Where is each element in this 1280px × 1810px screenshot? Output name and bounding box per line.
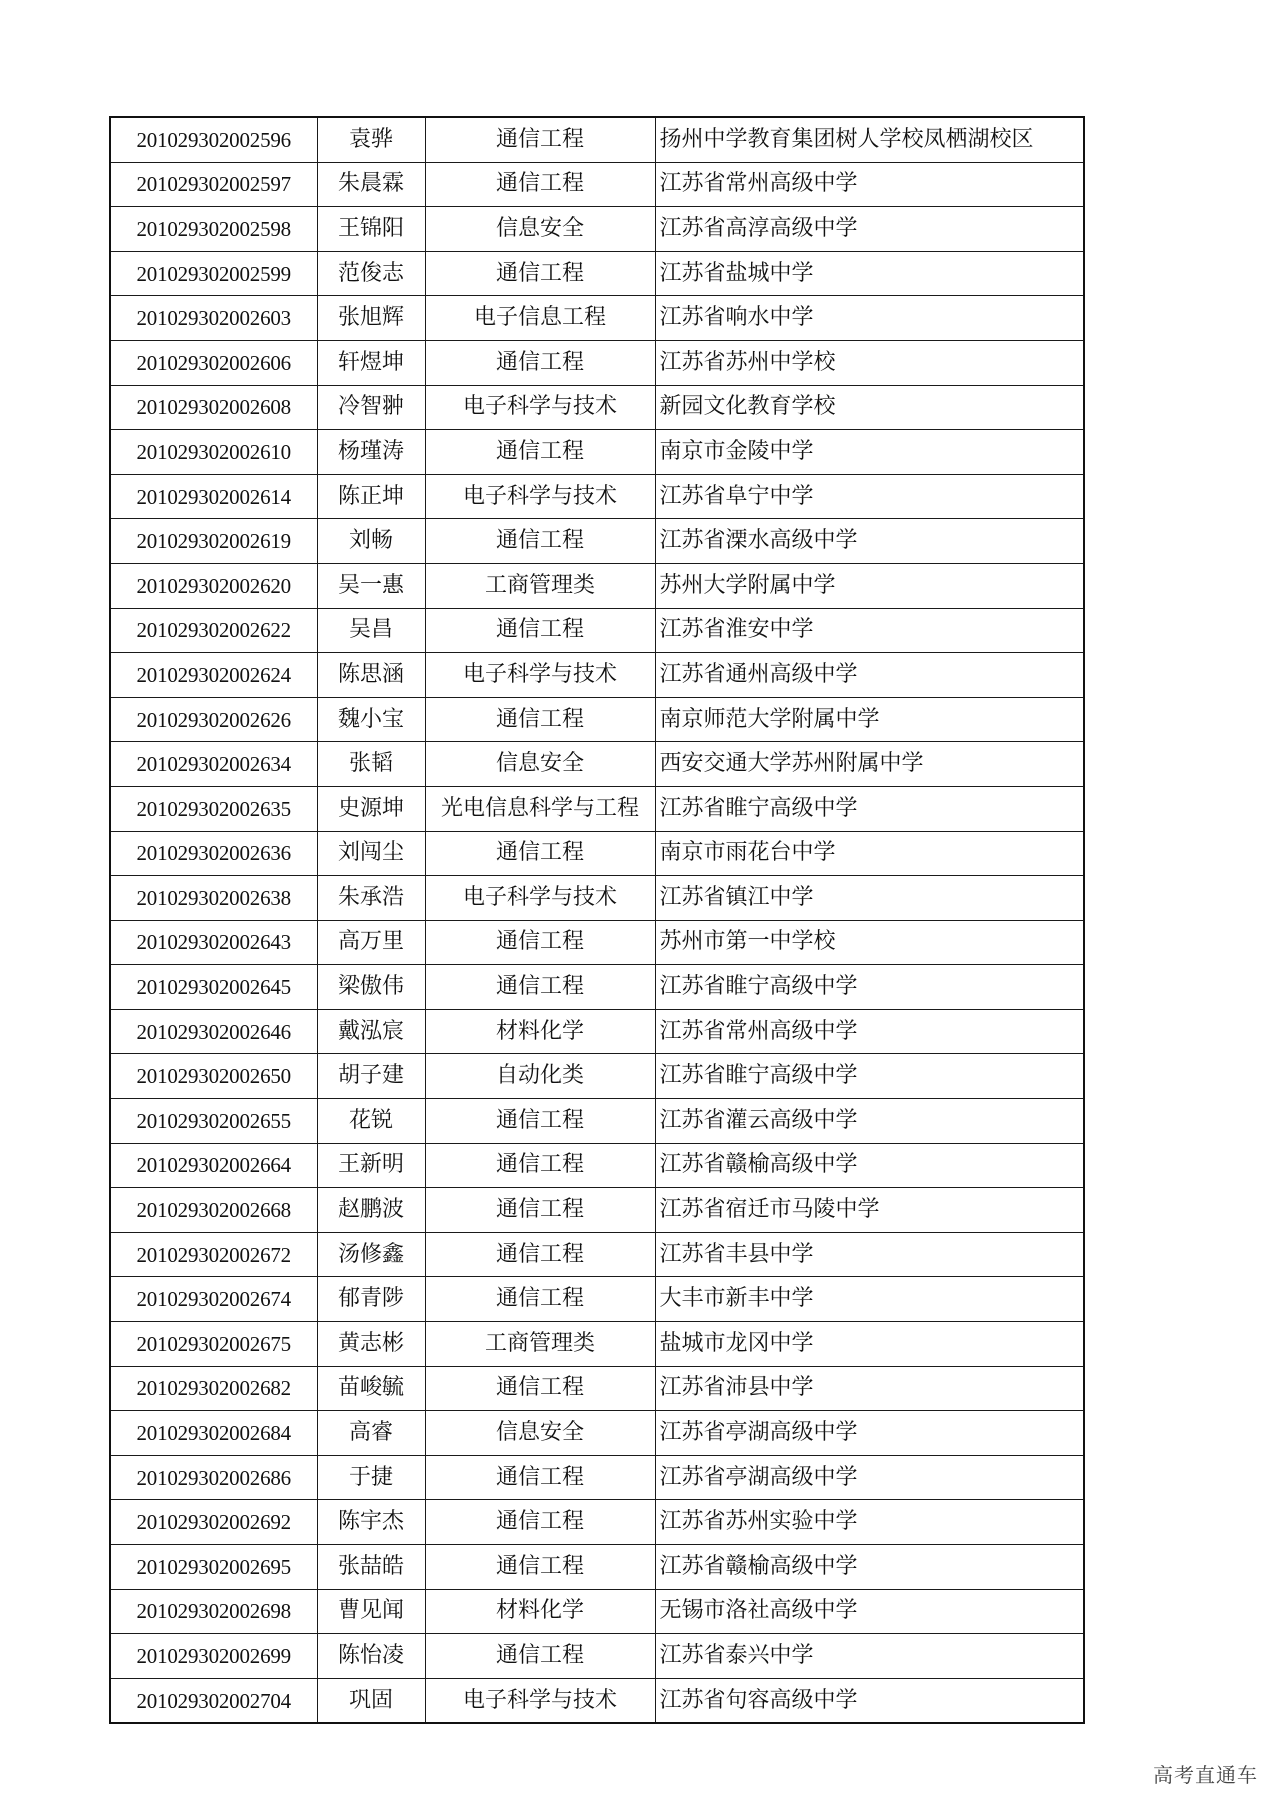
major-cell: 材料化学 (425, 1589, 655, 1634)
student-id-cell: 201029302002675 (110, 1322, 317, 1367)
table-row (110, 1322, 1084, 1367)
student-name-cell: 吴一惠 (317, 563, 425, 608)
school-cell: 西安交通大学苏州附属中学 (655, 742, 1084, 787)
student-id-cell: 201029302002686 (110, 1455, 317, 1500)
major-cell: 通信工程 (425, 1143, 655, 1188)
major-cell: 通信工程 (425, 1545, 655, 1590)
major-cell: 通信工程 (425, 1455, 655, 1500)
watermark-text: 高考直通车 (1153, 1763, 1258, 1787)
student-id-cell: 201029302002598 (110, 207, 317, 252)
table-row (110, 117, 1084, 162)
student-name-cell: 吴昌 (317, 608, 425, 653)
school-cell: 江苏省常州高级中学 (655, 162, 1084, 207)
student-name-cell: 刘闯尘 (317, 831, 425, 876)
roster-table-body (110, 117, 1084, 1723)
table-row (110, 920, 1084, 965)
student-id-cell: 201029302002664 (110, 1143, 317, 1188)
school-cell: 江苏省溧水高级中学 (655, 519, 1084, 564)
student-name-cell: 冷智翀 (317, 385, 425, 430)
student-id-cell: 201029302002655 (110, 1099, 317, 1144)
student-name-cell: 梁傲伟 (317, 965, 425, 1010)
table-row (110, 1366, 1084, 1411)
major-cell: 电子信息工程 (425, 296, 655, 341)
student-id-cell: 201029302002650 (110, 1054, 317, 1099)
table-row (110, 474, 1084, 519)
school-cell: 苏州市第一中学校 (655, 920, 1084, 965)
table-row (110, 608, 1084, 653)
major-cell: 通信工程 (425, 608, 655, 653)
table-row (110, 207, 1084, 252)
school-cell: 无锡市洛社高级中学 (655, 1589, 1084, 1634)
school-cell: 南京市雨花台中学 (655, 831, 1084, 876)
major-cell: 信息安全 (425, 1411, 655, 1456)
student-name-cell: 巩固 (317, 1678, 425, 1723)
table-row (110, 697, 1084, 742)
major-cell: 信息安全 (425, 742, 655, 787)
student-name-cell: 轩煜坤 (317, 340, 425, 385)
student-name-cell: 高睿 (317, 1411, 425, 1456)
major-cell: 通信工程 (425, 1500, 655, 1545)
school-cell: 江苏省苏州实验中学 (655, 1500, 1084, 1545)
major-cell: 材料化学 (425, 1009, 655, 1054)
student-id-cell: 201029302002624 (110, 653, 317, 698)
major-cell: 通信工程 (425, 251, 655, 296)
table-row (110, 385, 1084, 430)
student-id-cell: 201029302002668 (110, 1188, 317, 1233)
table-row (110, 1545, 1084, 1590)
student-name-cell: 朱晨霖 (317, 162, 425, 207)
school-cell: 江苏省沛县中学 (655, 1366, 1084, 1411)
table-row (110, 296, 1084, 341)
major-cell: 通信工程 (425, 697, 655, 742)
school-cell: 新园文化教育学校 (655, 385, 1084, 430)
student-name-cell: 陈怡凌 (317, 1634, 425, 1679)
admission-roster-table (109, 116, 1085, 1724)
school-cell: 南京师范大学附属中学 (655, 697, 1084, 742)
table-row (110, 251, 1084, 296)
student-name-cell: 杨瑾涛 (317, 430, 425, 475)
table-row (110, 1589, 1084, 1634)
student-id-cell: 201029302002684 (110, 1411, 317, 1456)
student-name-cell: 张喆皓 (317, 1545, 425, 1590)
major-cell: 通信工程 (425, 117, 655, 162)
student-id-cell: 201029302002636 (110, 831, 317, 876)
major-cell: 电子科学与技术 (425, 1678, 655, 1723)
student-name-cell: 陈宇杰 (317, 1500, 425, 1545)
table-row (110, 1411, 1084, 1456)
table-row (110, 831, 1084, 876)
student-name-cell: 郁青陟 (317, 1277, 425, 1322)
student-id-cell: 201029302002699 (110, 1634, 317, 1679)
school-cell: 江苏省睢宁高级中学 (655, 1054, 1084, 1099)
student-id-cell: 201029302002608 (110, 385, 317, 430)
table-row (110, 786, 1084, 831)
student-id-cell: 201029302002646 (110, 1009, 317, 1054)
table-row (110, 1678, 1084, 1723)
table-row (110, 519, 1084, 564)
major-cell: 工商管理类 (425, 1322, 655, 1367)
school-cell: 江苏省通州高级中学 (655, 653, 1084, 698)
table-row (110, 876, 1084, 921)
school-cell: 江苏省灌云高级中学 (655, 1099, 1084, 1144)
school-cell: 江苏省盐城中学 (655, 251, 1084, 296)
student-name-cell: 高万里 (317, 920, 425, 965)
student-id-cell: 201029302002597 (110, 162, 317, 207)
student-id-cell: 201029302002596 (110, 117, 317, 162)
student-name-cell: 花锐 (317, 1099, 425, 1144)
major-cell: 通信工程 (425, 920, 655, 965)
student-id-cell: 201029302002638 (110, 876, 317, 921)
major-cell: 通信工程 (425, 1366, 655, 1411)
school-cell: 江苏省高淳高级中学 (655, 207, 1084, 252)
table-row (110, 653, 1084, 698)
school-cell: 江苏省丰县中学 (655, 1232, 1084, 1277)
student-name-cell: 苗峻毓 (317, 1366, 425, 1411)
school-cell: 大丰市新丰中学 (655, 1277, 1084, 1322)
student-id-cell: 201029302002634 (110, 742, 317, 787)
student-name-cell: 胡子建 (317, 1054, 425, 1099)
table-row (110, 1054, 1084, 1099)
major-cell: 电子科学与技术 (425, 653, 655, 698)
student-id-cell: 201029302002674 (110, 1277, 317, 1322)
school-cell: 江苏省赣榆高级中学 (655, 1545, 1084, 1590)
major-cell: 通信工程 (425, 965, 655, 1010)
table-row (110, 1143, 1084, 1188)
table-row (110, 1455, 1084, 1500)
student-name-cell: 袁骅 (317, 117, 425, 162)
table-row (110, 742, 1084, 787)
school-cell: 江苏省亭湖高级中学 (655, 1455, 1084, 1500)
student-name-cell: 陈思涵 (317, 653, 425, 698)
student-name-cell: 刘畅 (317, 519, 425, 564)
major-cell: 工商管理类 (425, 563, 655, 608)
table-row (110, 1232, 1084, 1277)
student-name-cell: 戴泓宸 (317, 1009, 425, 1054)
student-id-cell: 201029302002672 (110, 1232, 317, 1277)
major-cell: 光电信息科学与工程 (425, 786, 655, 831)
table-row (110, 1009, 1084, 1054)
table-row (110, 563, 1084, 608)
school-cell: 江苏省苏州中学校 (655, 340, 1084, 385)
student-name-cell: 于捷 (317, 1455, 425, 1500)
school-cell: 江苏省阜宁中学 (655, 474, 1084, 519)
student-id-cell: 201029302002626 (110, 697, 317, 742)
student-name-cell: 汤修鑫 (317, 1232, 425, 1277)
student-id-cell: 201029302002692 (110, 1500, 317, 1545)
major-cell: 通信工程 (425, 162, 655, 207)
student-id-cell: 201029302002599 (110, 251, 317, 296)
major-cell: 通信工程 (425, 340, 655, 385)
school-cell: 扬州中学教育集团树人学校凤栖湖校区 (655, 117, 1084, 162)
major-cell: 通信工程 (425, 1099, 655, 1144)
school-cell: 江苏省赣榆高级中学 (655, 1143, 1084, 1188)
student-id-cell: 201029302002610 (110, 430, 317, 475)
major-cell: 通信工程 (425, 519, 655, 564)
student-name-cell: 赵鹏波 (317, 1188, 425, 1233)
major-cell: 通信工程 (425, 1232, 655, 1277)
school-cell: 江苏省镇江中学 (655, 876, 1084, 921)
student-id-cell: 201029302002682 (110, 1366, 317, 1411)
student-name-cell: 朱承浩 (317, 876, 425, 921)
table-row (110, 340, 1084, 385)
student-name-cell: 黄志彬 (317, 1322, 425, 1367)
school-cell: 盐城市龙冈中学 (655, 1322, 1084, 1367)
student-id-cell: 201029302002622 (110, 608, 317, 653)
table-row (110, 162, 1084, 207)
school-cell: 江苏省亭湖高级中学 (655, 1411, 1084, 1456)
table-row (110, 965, 1084, 1010)
table-row (110, 430, 1084, 475)
school-cell: 江苏省句容高级中学 (655, 1678, 1084, 1723)
student-name-cell: 张韬 (317, 742, 425, 787)
student-name-cell: 陈正坤 (317, 474, 425, 519)
school-cell: 江苏省泰兴中学 (655, 1634, 1084, 1679)
student-name-cell: 王新明 (317, 1143, 425, 1188)
student-id-cell: 201029302002643 (110, 920, 317, 965)
school-cell: 江苏省响水中学 (655, 296, 1084, 341)
major-cell: 通信工程 (425, 831, 655, 876)
major-cell: 电子科学与技术 (425, 876, 655, 921)
student-name-cell: 曹见闻 (317, 1589, 425, 1634)
student-name-cell: 张旭辉 (317, 296, 425, 341)
table-row (110, 1500, 1084, 1545)
student-name-cell: 魏小宝 (317, 697, 425, 742)
major-cell: 自动化类 (425, 1054, 655, 1099)
student-id-cell: 201029302002635 (110, 786, 317, 831)
major-cell: 通信工程 (425, 430, 655, 475)
student-id-cell: 201029302002645 (110, 965, 317, 1010)
school-cell: 苏州大学附属中学 (655, 563, 1084, 608)
student-id-cell: 201029302002695 (110, 1545, 317, 1590)
school-cell: 江苏省睢宁高级中学 (655, 965, 1084, 1010)
school-cell: 南京市金陵中学 (655, 430, 1084, 475)
student-name-cell: 王锦阳 (317, 207, 425, 252)
student-name-cell: 史源坤 (317, 786, 425, 831)
school-cell: 江苏省常州高级中学 (655, 1009, 1084, 1054)
table-row (110, 1634, 1084, 1679)
student-id-cell: 201029302002620 (110, 563, 317, 608)
student-id-cell: 201029302002704 (110, 1678, 317, 1723)
major-cell: 电子科学与技术 (425, 474, 655, 519)
major-cell: 通信工程 (425, 1634, 655, 1679)
major-cell: 信息安全 (425, 207, 655, 252)
student-id-cell: 201029302002698 (110, 1589, 317, 1634)
school-cell: 江苏省睢宁高级中学 (655, 786, 1084, 831)
table-row (110, 1099, 1084, 1144)
major-cell: 通信工程 (425, 1277, 655, 1322)
table-row (110, 1188, 1084, 1233)
student-id-cell: 201029302002614 (110, 474, 317, 519)
major-cell: 电子科学与技术 (425, 385, 655, 430)
table-row (110, 1277, 1084, 1322)
student-id-cell: 201029302002619 (110, 519, 317, 564)
student-id-cell: 201029302002603 (110, 296, 317, 341)
student-id-cell: 201029302002606 (110, 340, 317, 385)
school-cell: 江苏省淮安中学 (655, 608, 1084, 653)
student-name-cell: 范俊志 (317, 251, 425, 296)
major-cell: 通信工程 (425, 1188, 655, 1233)
school-cell: 江苏省宿迁市马陵中学 (655, 1188, 1084, 1233)
